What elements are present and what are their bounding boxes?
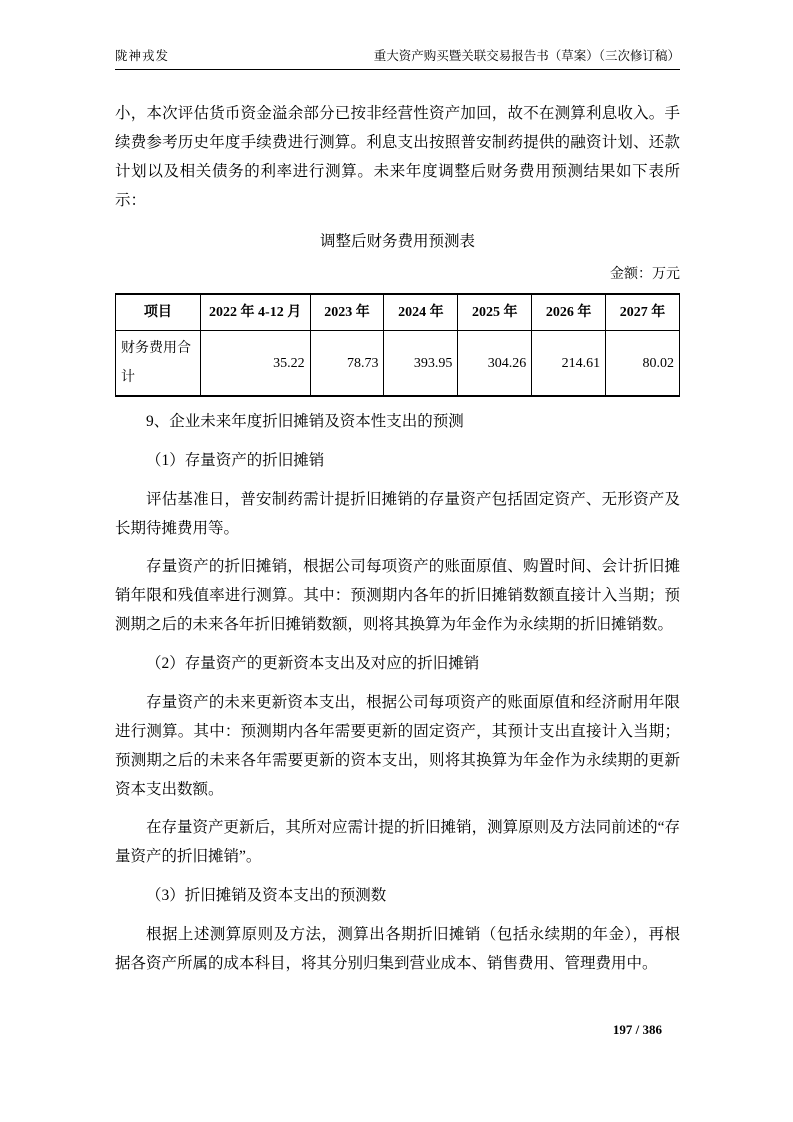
paragraph-depreciation-method: 存量资产的折旧摊销，根据公司每项资产的账面原值、购置时间、会计折旧摊销年限和残值率进行测算。其中：预测期内各年的折旧摊销数额直接计入当期；预测期之后的未来各年折旧摊销数额，则将其换算为年金作为永续期的折旧摊销数。 (115, 558, 680, 633)
table-header-item: 项目 (116, 294, 201, 331)
paragraph-capex-method: 存量资产的未来更新资本支出，根据公司每项资产的账面原值和经济耐用年限进行测算。其中：预测期内各年需要更新的固定资产，其预计支出直接计入当期；预测期之后的未来各年需要更新的资本支出，则将其换算为年金作为永续期的更新资本支出数额。 (115, 694, 680, 798)
table-header-2023: 2023 年 (310, 294, 384, 331)
row-value-2023: 78.73 (310, 331, 384, 397)
row-value-2022: 35.22 (200, 331, 310, 397)
page-header (115, 46, 680, 70)
header-document-title: 重大资产购买暨关联交易报告书（草案）（三次修订稿） (373, 49, 680, 63)
table-header-2022: 2022 年 4-12 月 (200, 294, 310, 331)
paragraph-forecast-allocation: 根据上述测算原则及方法，测算出各期折旧摊销（包括永续期的年金），再根据各资产所属的成本科目，将其分别归集到营业成本、销售费用、管理费用中。 (115, 926, 680, 972)
row-value-2025: 304.26 (458, 331, 532, 397)
unit-note: 金额：万元 (610, 267, 680, 282)
header-company-name: 陇神戎发 (115, 49, 170, 63)
subsection-1-heading: （1）存量资产的折旧摊销 (146, 452, 325, 469)
row-label: 财务费用合计 (116, 331, 201, 397)
table-header-2024: 2024 年 (384, 294, 458, 331)
table-row (116, 331, 680, 397)
row-value-2024: 393.95 (384, 331, 458, 397)
paragraph-base-date: 评估基准日，普安制药需计提折旧摊销的存量资产包括固定资产、无形资产及长期待摊费用等。 (115, 491, 680, 537)
page-content (115, 70, 680, 978)
table-header-2026: 2026 年 (532, 294, 606, 331)
row-value-2027: 80.02 (606, 331, 680, 397)
paragraph-intro: 小，本次评估货币资金溢余部分已按非经营性资产加回，故不在测算利息收入。手续费参考历史年度手续费进行测算。利息支出按照普安制药提供的融资计划、还款计划以及相关债务的利率进行测算。未来年度调整后财务费用预测结果如下表所示： (115, 105, 680, 209)
paragraph-renewal-depreciation: 在存量资产更新后，其所对应需计提的折旧摊销，测算原则及方法同前述的“存量资产的折旧摊销”。 (115, 819, 680, 865)
table-header-2027: 2027 年 (606, 294, 680, 331)
finance-expense-forecast-table (115, 293, 680, 397)
table-title: 调整后财务费用预测表 (319, 233, 475, 250)
subsection-2-heading: （2）存量资产的更新资本支出及对应的折旧摊销 (146, 655, 480, 672)
row-value-2026: 214.61 (532, 331, 606, 397)
page-number: 197 / 386 (612, 1022, 662, 1037)
subsection-3-heading: （3）折旧摊销及资本支出的预测数 (146, 887, 387, 904)
table-header-row (116, 294, 680, 331)
table-header-2025: 2025 年 (458, 294, 532, 331)
section-9-heading: 9、企业未来年度折旧摊销及资本性支出的预测 (146, 413, 464, 430)
